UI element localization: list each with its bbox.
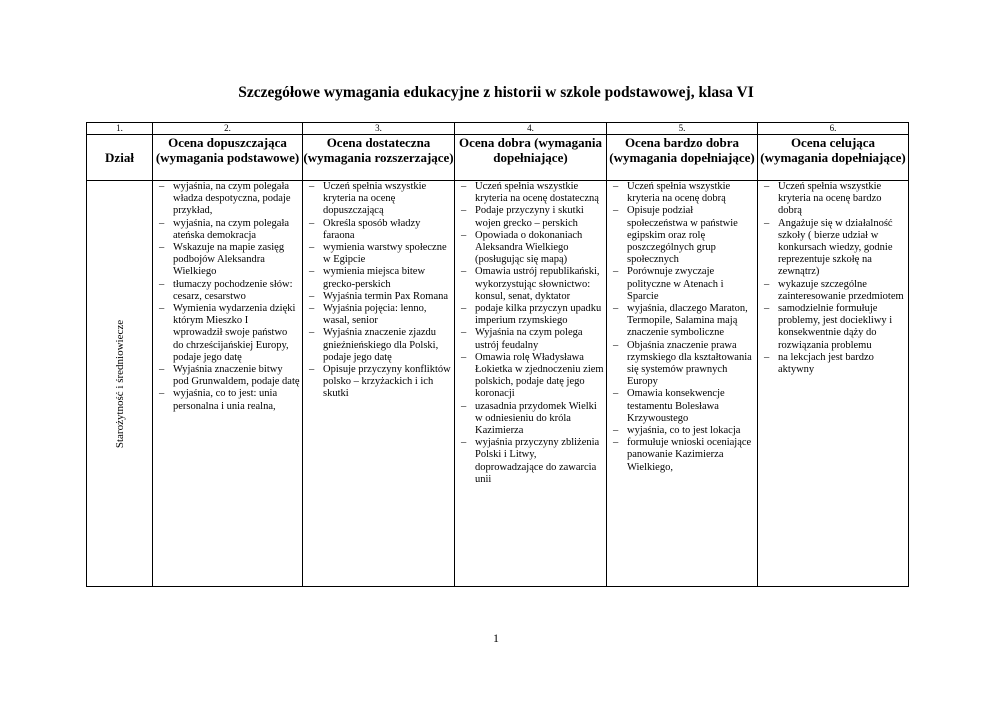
requirement-item: – Podaje przyczyny i skutki wojen grecko – perskich: [461, 205, 604, 229]
requirement-item: – Omawia konsekwencje testamentu Bolesława Krzywoustego: [613, 388, 755, 425]
col3-cell: [303, 181, 455, 587]
requirement-item: – wymienia warstwy społeczne w Egipcie: [309, 242, 452, 266]
col5-cell: [607, 181, 758, 587]
requirement-item: – Omawia rolę Władysława Łokietka w zjednoczeniu ziem polskich, podaje datę jego koronacji: [461, 352, 604, 401]
header-ocena-bardzo-dobra: Ocena bardzo dobra (wymagania dopełniające): [607, 135, 758, 181]
requirement-item: – Wyjaśnia znaczenie zjazdu gnieźnieńskiego dla Polski, podaje jego datę: [309, 327, 452, 364]
requirement-item: – wyjaśnia, co to jest lokacja: [613, 425, 755, 437]
column-number: 6.: [758, 123, 909, 135]
header-dzial: Dział: [87, 135, 153, 181]
requirement-item: – na lekcjach jest bardzo aktywny: [764, 352, 906, 376]
col5-list: [607, 181, 757, 474]
requirement-item: – Wymienia wydarzenia dzięki którym Mieszko I wprowadził swoje państwo do chrześcijańskiej Europy, podaje jego datę: [159, 303, 300, 364]
col4-list: [455, 181, 606, 486]
header-ocena-dostateczna: Ocena dostateczna (wymagania rozszerzające): [303, 135, 455, 181]
col2-cell: [153, 181, 303, 587]
requirement-item: – wyjaśnia, co to jest: unia personalna i unia realna,: [159, 388, 300, 412]
requirement-item: – Opisuje podział społeczeństwa w państwie egipskim oraz rolę poszczególnych grup społecznych: [613, 205, 755, 266]
requirement-item: – wyjaśnia przyczyny zbliżenia Polski i Litwy, doprowadzające do zawarcia unii: [461, 437, 604, 486]
requirement-item: – Objaśnia znaczenie prawa rzymskiego dla kształtowania się systemów prawnych Europy: [613, 340, 755, 389]
requirement-item: – tłumaczy pochodzenie słów: cesarz, cesarstwo: [159, 279, 300, 303]
requirement-item: – wykazuje szczególne zainteresowanie przedmiotem: [764, 279, 906, 303]
requirement-item: – wyjaśnia, na czym polegała władza despotyczna, podaje przykład,: [159, 181, 300, 218]
requirement-item: – samodzielnie formułuje problemy, jest dociekliwy i konsekwentnie dąży do rozwiązania problemu: [764, 303, 906, 352]
requirement-item: – Wyjaśnia pojęcia: lenno, wasal, senior: [309, 303, 452, 327]
col4-cell: [455, 181, 607, 587]
requirement-item: – Uczeń spełnia wszystkie kryteria na ocenę dopuszczającą: [309, 181, 452, 218]
requirement-item: – Wskazuje na mapie zasięg podbojów Aleksandra Wielkiego: [159, 242, 300, 279]
column-number: 5.: [607, 123, 758, 135]
requirement-item: – Opowiada o dokonaniach Aleksandra Wielkiego (posługując się mapą): [461, 230, 604, 267]
requirement-item: – Uczeń spełnia wszystkie kryteria na ocenę bardzo dobrą: [764, 181, 906, 218]
col2-list: [153, 181, 302, 413]
header-ocena-dobra: Ocena dobra (wymagania dopełniające): [455, 135, 607, 181]
page-number: 1: [493, 631, 499, 645]
requirement-item: – Wyjaśnia na czym polega ustrój feudalny: [461, 327, 604, 351]
col3-list: [303, 181, 454, 401]
col6-cell: [758, 181, 909, 587]
requirement-item: – Porównuje zwyczaje polityczne w Atenach i Sparcie: [613, 266, 755, 303]
header-ocena-dopuszczajaca: Ocena dopuszczająca (wymagania podstawowe): [153, 135, 303, 181]
section-cell: [87, 181, 153, 587]
requirement-item: – podaje kilka przyczyn upadku imperium rzymskiego: [461, 303, 604, 327]
requirement-item: – Opisuje przyczyny konfliktów polsko – krzyżackich i ich skutki: [309, 364, 452, 401]
requirement-item: – formułuje wnioski oceniające panowanie Kazimierza Wielkiego,: [613, 437, 755, 474]
requirement-item: – wyjaśnia, na czym polegała ateńska demokracja: [159, 218, 300, 242]
requirement-item: – wymienia miejsca bitew grecko-perskich: [309, 266, 452, 290]
requirement-item: – uzasadnia przydomek Wielki w odniesieniu do króla Kazimierza: [461, 401, 604, 438]
requirement-item: – Uczeń spełnia wszystkie kryteria na ocenę dostateczną: [461, 181, 604, 205]
column-number: 4.: [455, 123, 607, 135]
requirement-item: – Angażuje się w działalność szkoły ( bierze udział w konkursach wiedzy, godnie reprezentuje szkołę na zewnątrz): [764, 218, 906, 279]
section-row: [87, 181, 909, 587]
column-number: 1.: [87, 123, 153, 135]
requirement-item: – Omawia ustrój republikański, wykorzystując słownictwo: konsul, senat, dyktator: [461, 266, 604, 303]
page-title: Szczegółowe wymagania edukacyjne z historii w szkole podstawowej, klasa VI: [238, 84, 754, 101]
header-ocena-celujaca: Ocena celująca (wymagania dopełniające): [758, 135, 909, 181]
section-label: Starożytność i średniowiecze: [113, 319, 126, 448]
col6-list: [758, 181, 908, 376]
column-number: 2.: [153, 123, 303, 135]
requirement-item: – Uczeń spełnia wszystkie kryteria na ocenę dobrą: [613, 181, 755, 205]
requirement-item: – Wyjaśnia termin Pax Romana: [309, 291, 452, 303]
requirement-item: – wyjaśnia, dlaczego Maraton, Termopile, Salamina mają znaczenie symboliczne: [613, 303, 755, 340]
requirement-item: – Wyjaśnia znaczenie bitwy pod Grunwaldem, podaje datę: [159, 364, 300, 388]
requirement-item: – Określa sposób władzy faraona: [309, 218, 452, 242]
header-row: [87, 135, 909, 181]
column-number-row: [87, 123, 909, 135]
requirements-table: [86, 122, 909, 587]
column-number: 3.: [303, 123, 455, 135]
